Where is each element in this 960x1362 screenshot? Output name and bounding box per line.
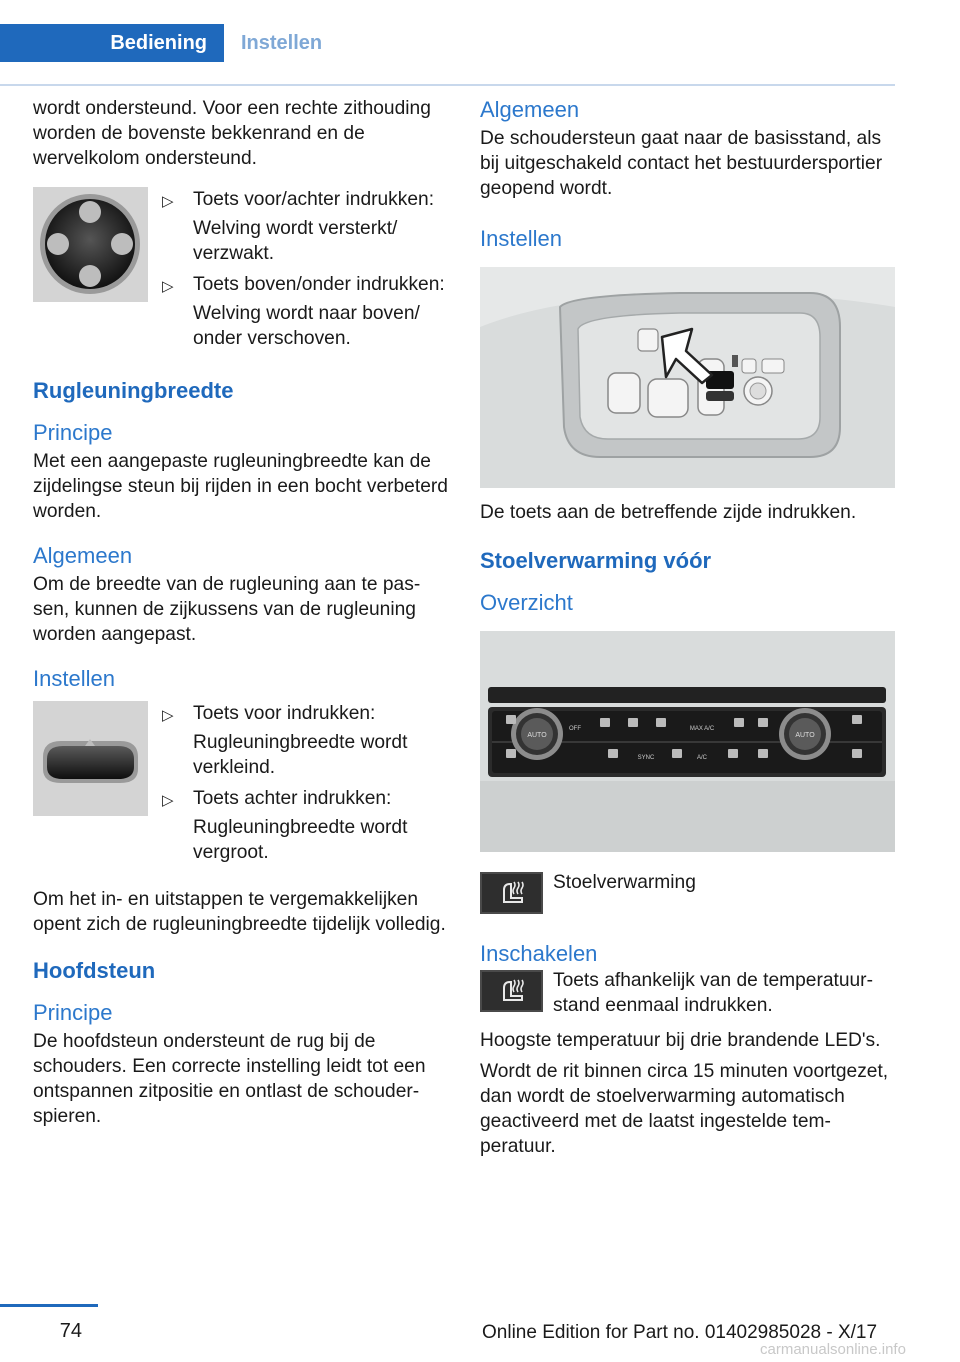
tab-underline — [0, 84, 895, 86]
left-column — [33, 96, 449, 1142]
list-item: ▷ Toets voor/achter indrukken: — [162, 187, 449, 212]
max-ac-label: MAX A/C — [689, 726, 715, 732]
subsection-heading: Instellen — [480, 226, 562, 251]
paragraph: De toets aan de betreffende zijde indrukken. — [480, 502, 857, 523]
list-item: ▷ Toets boven/onder indrukken: — [162, 272, 449, 297]
right-column — [480, 96, 896, 1172]
climate-panel-image — [480, 631, 895, 852]
seat-heating-icon — [480, 872, 543, 914]
paragraph: Wordt de rit binnen circa 15 minuten voortgezet, dan wordt de stoelverwarming automatisch geactiveerd met de laatst ingestelde temperatuur. — [480, 1061, 889, 1157]
list-item-detail: Welving wordt naar boven/ onder verschoven. — [193, 303, 420, 349]
footer-rule — [0, 1304, 98, 1307]
auto-right-label: AUTO — [795, 732, 815, 739]
seat-switch-image — [480, 267, 895, 488]
subsection-heading: Principe — [33, 420, 113, 445]
tab-bediening[interactable]: Bediening — [0, 24, 224, 62]
lumbar-button-image — [33, 187, 148, 302]
section-heading: Rugleuningbreedte — [33, 378, 234, 403]
subsection-heading: Overzicht — [480, 590, 573, 615]
subsection-heading: Algemeen — [480, 97, 580, 122]
paragraph: De schoudersteun gaat naar de basisstand, als bij uitgeschakeld contact het bestuurdersportier geopend wordt. — [480, 128, 883, 199]
seat-heating-legend — [480, 870, 896, 914]
lumbar-figure-row — [33, 187, 449, 357]
seat-heating-button-icon — [480, 970, 543, 1012]
paragraph: Om het in- en uitstappen te vergemakkelijken opent zich de rugleuningbreedte tijdelijk volledig. — [33, 889, 446, 935]
edition-note: Online Edition for Part no. 01402985028 - X/17 — [482, 1322, 878, 1343]
paragraph: Hoogste temperatuur bij drie brandende LED's. — [480, 1030, 881, 1051]
section-heading: Stoelverwarming vóór — [480, 548, 712, 573]
watermark: carmanualsonline.info — [760, 1341, 906, 1358]
page-number: 74 — [59, 1320, 82, 1342]
backrest-width-button-image — [33, 701, 148, 816]
triangle-bullet-icon: ▷ — [162, 707, 174, 724]
list-item-detail: Rugleuningbreedte wordt verkleind. — [193, 732, 408, 778]
width-figure-row — [33, 701, 449, 871]
triangle-bullet-icon: ▷ — [162, 193, 174, 210]
switch-on-row — [480, 968, 896, 1018]
ac-label: A/C — [696, 755, 708, 761]
auto-left-label: AUTO — [527, 732, 547, 739]
subsection-heading: Principe — [33, 1000, 113, 1025]
list-item-detail: Welving wordt versterkt/ verzwakt. — [193, 218, 398, 264]
paragraph: De hoofdsteun ondersteunt de rug bij de schouders. Een correcte instelling leidt tot een ontspannen zitpositie en ontlast de schouderspieren. — [33, 1031, 426, 1127]
triangle-bullet-icon: ▷ — [162, 792, 174, 809]
paragraph: Om de breedte van de rugleuning aan te passen, kunnen de zijkussens van de rugleuning worden aangepast. — [33, 574, 421, 645]
intro-paragraph: wordt ondersteund. Voor een rechte zithouding worden de bovenste bekkenrand en de wervelkolom ondersteund. — [33, 98, 431, 169]
sync-label: SYNC — [637, 755, 655, 761]
lumbar-instructions — [162, 187, 449, 357]
list-item: ▷ Toets achter indrukken: — [162, 786, 449, 811]
subsection-heading: Algemeen — [33, 543, 133, 568]
width-instructions — [162, 701, 449, 871]
chapter-tabbar — [0, 24, 895, 62]
tab-instellen[interactable]: Instellen — [241, 31, 323, 54]
triangle-bullet-icon: ▷ — [162, 278, 174, 295]
off-label: OFF — [569, 726, 581, 732]
paragraph: Met een aangepaste rugleuningbreedte kan de zijdelingse steun bij rijden in een bocht verbeterd worden. — [33, 451, 448, 522]
list-item: ▷ Toets voor indrukken: — [162, 701, 449, 726]
switch-on-text: Toets afhankelijk van de temperatuurstand eenmaal indrukken. — [553, 970, 873, 1016]
list-item-detail: Rugleuningbreedte wordt vergroot. — [193, 817, 408, 863]
section-heading: Hoofdsteun — [33, 958, 156, 983]
seat-heating-legend-label: Stoelverwarming — [553, 872, 696, 893]
subsection-heading: Instellen — [33, 666, 115, 691]
subsection-heading: Inschakelen — [480, 941, 598, 966]
